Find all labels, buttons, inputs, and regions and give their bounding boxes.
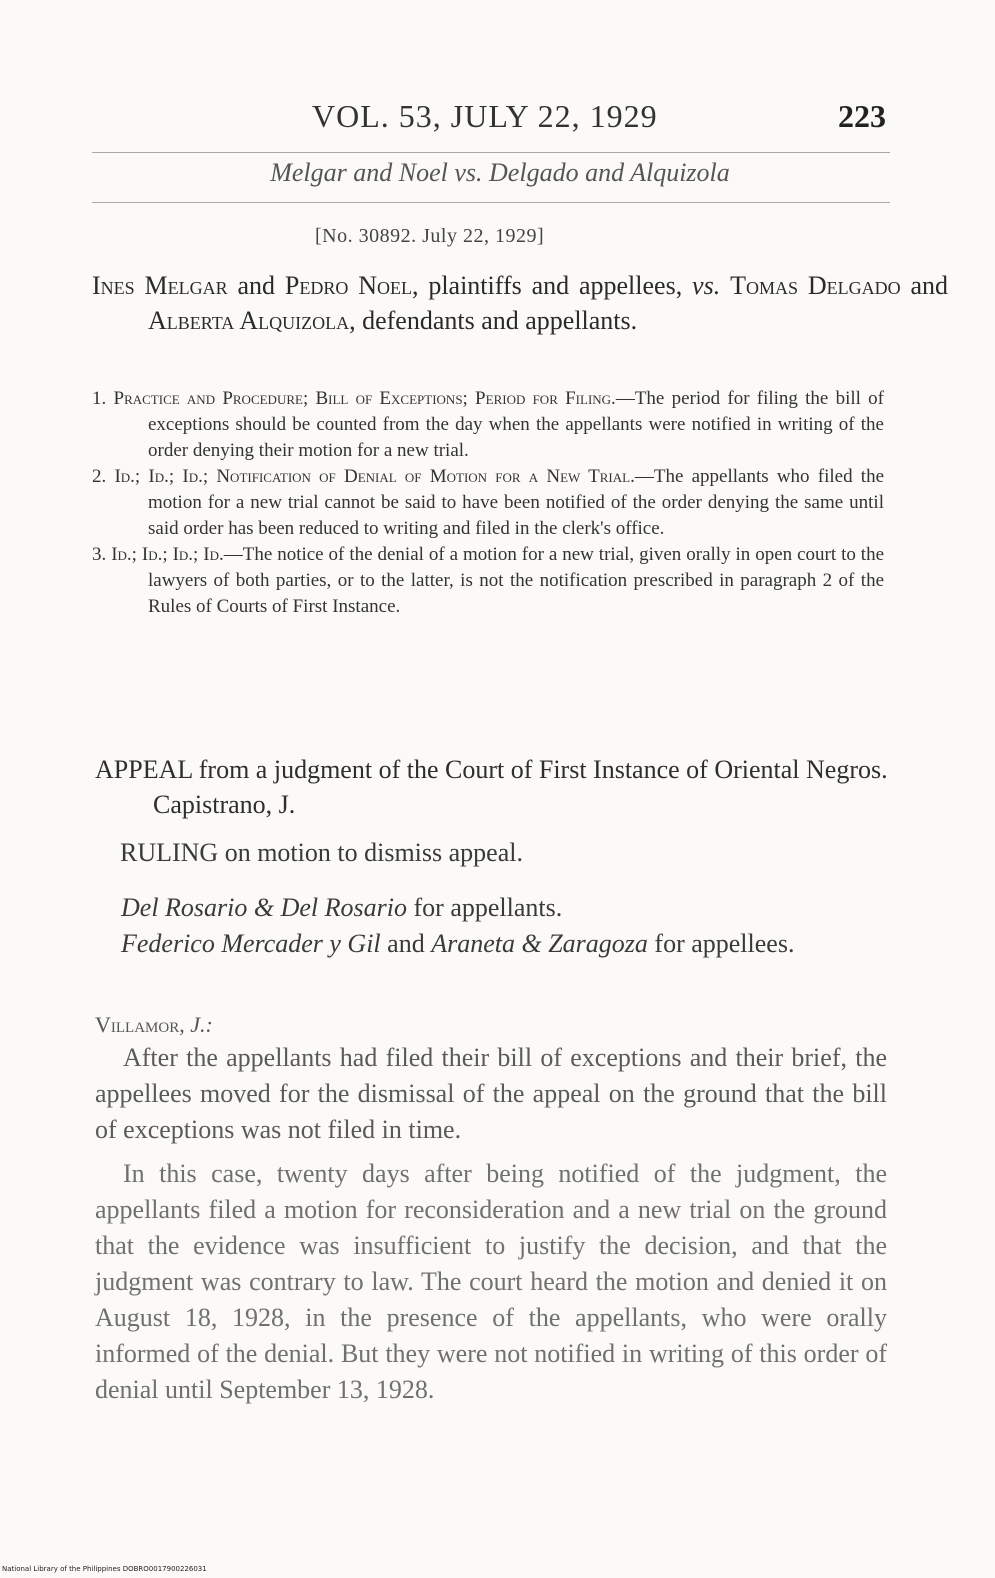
syllabus-item (92, 386, 884, 464)
parties-block (92, 268, 948, 338)
conjunction: and (227, 271, 285, 300)
title-rule (92, 202, 890, 203)
counsel-block (95, 890, 887, 962)
syllabus (92, 386, 884, 620)
header-rule (92, 152, 890, 153)
counsel-name: Araneta & Zaragoza (431, 929, 648, 958)
opinion-paragraph: After the appellants had filed their bill of exceptions and their brief, the appellees moved for the dismissal of the appeal on the ground that the bill of exceptions was not filed in time. (95, 1043, 887, 1144)
plaintiff-role: , plaintiffs and appellees, (411, 271, 693, 300)
counsel-name: Del Rosario & Del Rosario (121, 893, 407, 922)
defendant-role: , defendants and appellants. (349, 306, 638, 335)
conjunction: and (380, 929, 432, 958)
appeal-line: APPEAL from a judgment of the Court of First Instance of Oriental Negros. Capistrano, J. (95, 755, 888, 819)
running-head: VOL. 53, JULY 22, 1929 (312, 98, 658, 134)
defendant-1: Tomas Delgado (730, 271, 901, 300)
opinion-body (95, 1040, 887, 1416)
syllabus-head: Practice and Procedure; Bill of Exceptions; Period for Filing. (113, 388, 616, 409)
case-title: Melgar and Noel vs. Delgado and Alquizola (270, 158, 730, 187)
opinion-paragraph: In this case, twenty days after being notified of the judgment, the appellants filed a motion for reconsideration and a new trial on the ground that the evidence was insufficient to justify the decision, and that the judgment was contrary to law. The court heard the motion and denied it on August 18, 1928, in the presence of the appellants, who were orally informed of the denial. But they were not notified in writing of this order of denial until September 13, 1928. (95, 1159, 887, 1404)
syllabus-item (92, 542, 884, 620)
syllabus-text: —The appellants who filed the motion for a new trial cannot be said to have been notified of the order denying the same until said order has been reduced to writing and filed in the clerk's office. (148, 466, 885, 539)
counsel-appellants (95, 890, 887, 926)
syllabus-text: —The notice of the denial of a motion for a new trial, given orally in open court to the lawyers of both parties, or to the latter, is not the notification prescribed in paragraph 2 of the Rules of Courts of First Instance. (148, 544, 885, 617)
ponente-line: Villamor, J.: (95, 1012, 213, 1037)
syllabus-number: 3. (92, 544, 107, 565)
justice-title: J.: (190, 1012, 213, 1037)
syllabus-number: 2. (92, 466, 107, 487)
justice-name: Villamor (95, 1012, 180, 1037)
syllabus-head: Id.; Id.; Id.; Notification of Denial of Motion for a New Trial. (114, 466, 635, 487)
syllabus-text: —The period for filing the bill of exceptions should be counted from the day when the appellants were notified in writing of the order denying their motion for a new trial. (148, 388, 885, 461)
syllabus-number: 1. (92, 388, 107, 409)
defendant-2: Alberta Alquizola (148, 306, 350, 335)
plaintiff-2: Pedro Noel (284, 271, 412, 300)
conjunction: and (900, 271, 948, 300)
docket-number: [No. 30892. July 22, 1929] (315, 225, 545, 247)
versus: vs. (692, 271, 721, 300)
counsel-role: for appellees. (647, 929, 795, 958)
counsel-role: for appellants. (407, 893, 563, 922)
counsel-appellees (95, 926, 887, 962)
syllabus-head: Id.; Id.; Id.; Id. (111, 544, 224, 565)
counsel-name: Federico Mercader y Gil (121, 929, 381, 958)
syllabus-item (92, 464, 884, 542)
scan-footer: National Library of the Philippines DOBRO0017900226031 (2, 1565, 207, 1573)
page-number: 223 (838, 98, 886, 134)
plaintiff-1: Ines Melgar (92, 271, 228, 300)
ruling-line: RULING on motion to dismiss appeal. (120, 838, 523, 867)
